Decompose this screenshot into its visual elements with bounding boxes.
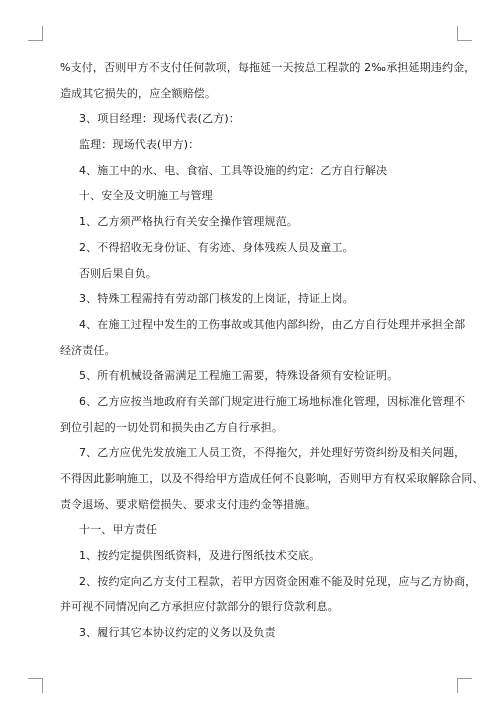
text-line: 十、安全及文明施工与管理 <box>79 189 213 203</box>
text-line: 4、施工中的水、电、食宿、工具等设施的约定：乙方自行解决 <box>79 163 388 177</box>
text-line: 1、按约定提供图纸资料，及进行图纸技术交底。 <box>79 549 321 563</box>
crop-mark-bottom-right <box>457 678 472 693</box>
text-line: 5、所有机械设备需满足工程施工需要，特殊设备须有安检证明。 <box>79 369 399 383</box>
text-line: 到位引起的一切处罚和损失由乙方自行承担。 <box>60 420 283 434</box>
text-line: 2、不得招收无身份证、有劣迹、身体残疾人员及童工。 <box>79 240 354 254</box>
text-line: 3、项目经理：现场代表(乙方)： <box>79 112 240 126</box>
document-body <box>60 61 484 652</box>
text-line: %支付，否则甲方不支付任何款项，每拖延一天按总工程款的 2‰承担延期违约金， <box>60 61 476 74</box>
text-line: 不得因此影响施工，以及不得给甲方造成任何不良影响，否则甲方有权采取解除合同、 <box>60 472 484 485</box>
crop-mark-bottom-left <box>28 678 43 693</box>
text-line: 1、乙方须严格执行有关安全操作管理规范。 <box>79 215 298 229</box>
text-line: 6、乙方应按当地政府有关部门规定进行施工场地标准化管理，因标准化管理不 <box>79 394 466 408</box>
text-line: 否则后果自负。 <box>79 266 158 280</box>
text-line: 经济责任。 <box>60 343 116 357</box>
text-line: 监理：现场代表(甲方)： <box>79 138 200 152</box>
text-line: 并可视不同情况向乙方承担应付款部分的银行贷款利息。 <box>60 600 339 614</box>
text-line: 3、特殊工程需持有劳动部门核发的上岗证，持证上岗。 <box>79 292 354 306</box>
text-line: 3、履行其它本协议约定的义务以及负责 <box>79 626 276 640</box>
crop-mark-top-right <box>457 26 472 41</box>
text-line: 造成其它损失的，应全额赔偿。 <box>60 86 217 100</box>
text-line: 7、乙方应优先发放施工人员工资，不得拖欠，并处理好劳资纠纷及相关问题， <box>79 446 466 460</box>
text-line: 责令退场、要求赔偿损失、要求支付违约金等措施。 <box>60 497 317 511</box>
text-line: 4、在施工过程中发生的工伤事故或其他内部纠纷，由乙方自行处理并承担全部 <box>79 317 466 331</box>
crop-mark-top-left <box>28 26 43 41</box>
text-line: 2、按约定向乙方支付工程款，若甲方因资金困难不能及时兑现，应与乙方协商， <box>79 574 477 588</box>
text-line: 十一、甲方责任 <box>79 523 158 537</box>
